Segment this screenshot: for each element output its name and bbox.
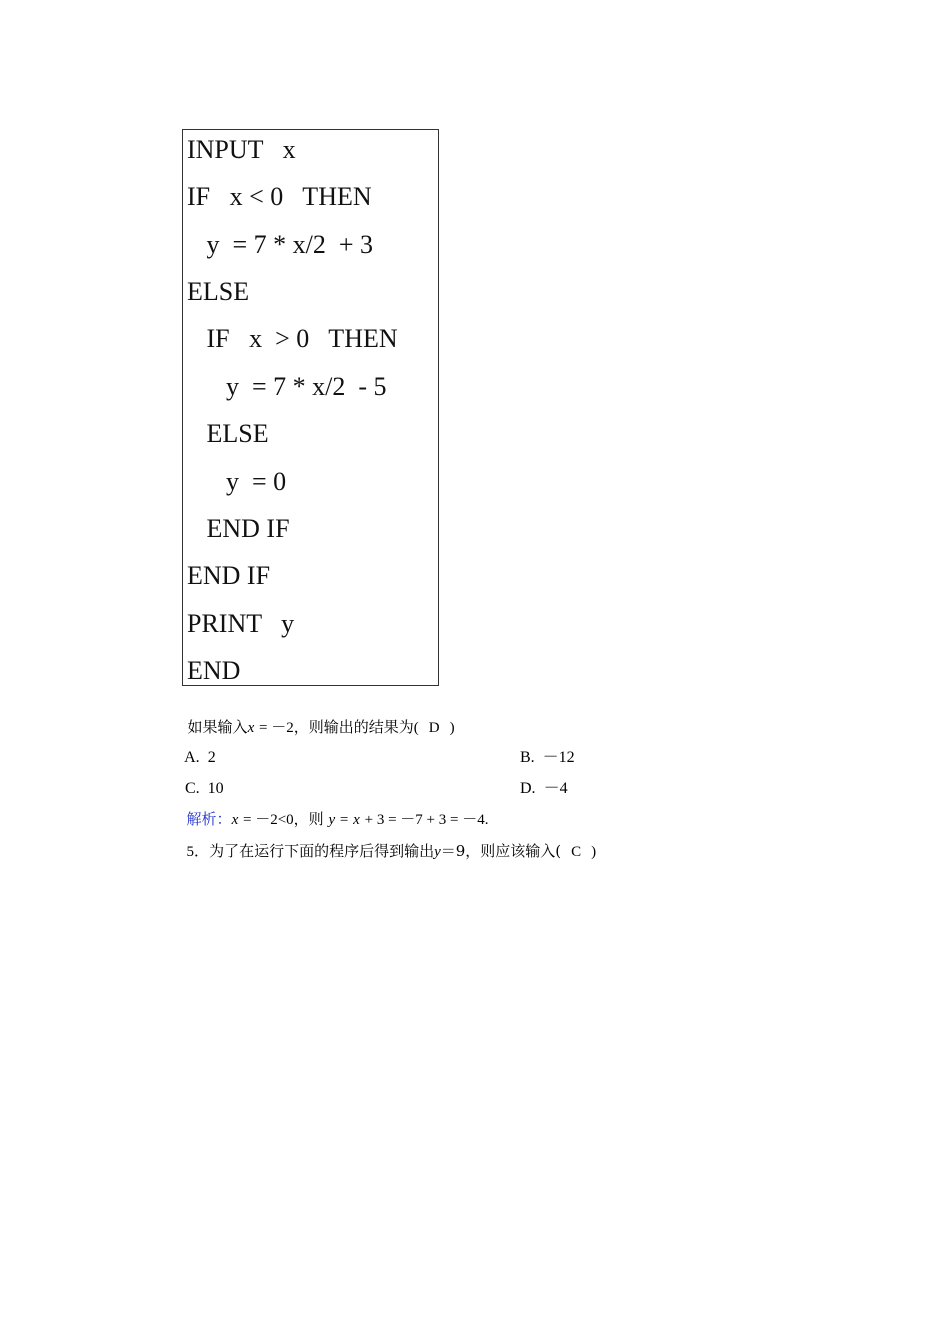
question-answer: C: [571, 844, 582, 860]
solution-label: 解析：: [186, 810, 232, 828]
code-line: IF x > 0 THEN: [187, 324, 398, 353]
option-value: －12: [542, 749, 575, 766]
code-line: PRINT y: [187, 609, 295, 638]
option-label: C.: [185, 780, 200, 797]
variable-x: x: [247, 720, 255, 736]
solution-text: =: [339, 812, 349, 828]
question-answer: D: [428, 720, 440, 736]
variable-y: y: [328, 812, 336, 828]
code-line: ELSE: [187, 277, 250, 306]
variable-x: x: [353, 812, 360, 828]
code-line: INPUT x: [187, 135, 296, 164]
code-line: y = 0: [187, 467, 287, 496]
question-expr: = －2，则输出的结果为(: [259, 720, 419, 736]
code-line: y = 7 * x/2 + 3: [187, 230, 374, 259]
question-close: ): [449, 720, 455, 736]
code-line: END: [187, 656, 241, 685]
code-line: END IF: [187, 514, 290, 543]
option-value: 10: [207, 780, 224, 797]
question-prefix: 如果输入: [187, 718, 248, 736]
code-line: IF x < 0 THEN: [187, 182, 372, 211]
question-4-stem: [178, 697, 455, 738]
option-d: [512, 759, 568, 799]
option-label: A.: [184, 749, 200, 766]
code-line: y = 7 * x/2 - 5: [187, 372, 387, 401]
solution-text: + 3 = －7 + 3 = －4.: [364, 812, 489, 828]
code-line: ELSE: [187, 419, 269, 448]
question-close: ): [591, 844, 597, 860]
option-label: D.: [520, 780, 536, 797]
question-text: ＝9，则应该输入(: [440, 842, 562, 860]
option-label: B.: [520, 749, 535, 766]
program-code-box: [182, 129, 439, 686]
question-text: 为了在运行下面的程序后得到输出: [209, 842, 435, 860]
variable-y: y: [434, 844, 441, 860]
question-5-stem: [177, 821, 596, 862]
question-number: 5．: [186, 844, 210, 860]
solution-text: = －2<0，则: [243, 812, 324, 828]
variable-x: x: [231, 812, 239, 828]
option-value: －4: [543, 780, 568, 797]
code-line: END IF: [187, 561, 271, 590]
option-value: 2: [207, 749, 216, 766]
